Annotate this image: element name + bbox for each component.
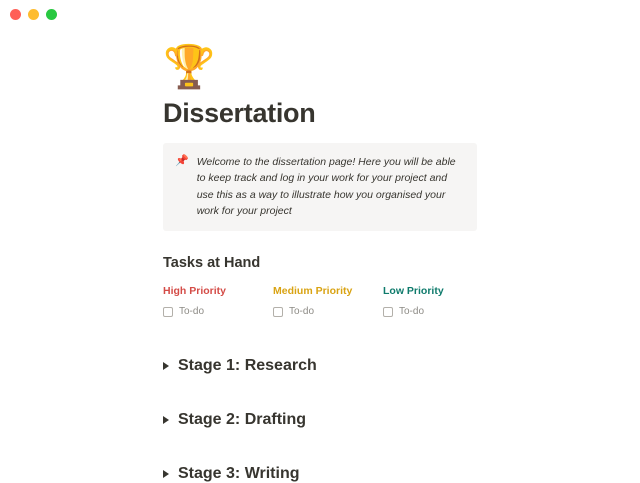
minimize-window-button[interactable] bbox=[28, 9, 39, 20]
window-titlebar bbox=[0, 0, 640, 28]
chevron-right-icon[interactable] bbox=[163, 470, 169, 478]
todo-item-medium[interactable] bbox=[273, 306, 383, 317]
checkbox-icon[interactable] bbox=[383, 307, 393, 317]
close-window-button[interactable] bbox=[10, 9, 21, 20]
column-medium-priority-label: Medium Priority bbox=[273, 285, 353, 298]
callout-text: Welcome to the dissertation page! Here you will be able to keep track and log in your work for your project and use this as a way to illustrate how you organised your work for your project bbox=[196, 156, 456, 217]
checkbox-icon[interactable] bbox=[273, 307, 283, 317]
toggle-stage-1-label[interactable]: Stage 1: Research bbox=[178, 357, 317, 375]
todo-item-low[interactable] bbox=[383, 306, 493, 317]
toggle-stage-3[interactable] bbox=[163, 465, 493, 483]
column-low-priority bbox=[383, 285, 493, 317]
toggle-stage-2-label[interactable]: Stage 2: Drafting bbox=[178, 411, 307, 429]
column-low-priority-label: Low Priority bbox=[383, 285, 444, 298]
traffic-light-controls bbox=[10, 9, 57, 20]
page-title[interactable]: Dissertation bbox=[163, 98, 316, 128]
toggle-stage-1[interactable] bbox=[163, 357, 493, 375]
todo-label-medium[interactable]: To-do bbox=[289, 306, 315, 318]
toggle-stage-3-label[interactable]: Stage 3: Writing bbox=[178, 465, 300, 483]
column-high-priority-label: High Priority bbox=[163, 285, 227, 298]
maximize-window-button[interactable] bbox=[46, 9, 57, 20]
tasks-heading[interactable]: Tasks at Hand bbox=[163, 255, 261, 272]
welcome-callout[interactable] bbox=[163, 143, 477, 231]
column-medium-priority bbox=[273, 285, 383, 317]
todo-item-high[interactable] bbox=[163, 306, 273, 317]
chevron-right-icon[interactable] bbox=[163, 362, 169, 370]
page-content bbox=[163, 43, 493, 483]
trophy-icon[interactable]: 🏆 bbox=[163, 43, 216, 90]
todo-label-high[interactable]: To-do bbox=[179, 306, 205, 318]
pushpin-icon: 📌 bbox=[175, 155, 189, 167]
todo-label-low[interactable]: To-do bbox=[399, 306, 425, 318]
chevron-right-icon[interactable] bbox=[163, 416, 169, 424]
toggle-stage-2[interactable] bbox=[163, 411, 493, 429]
page-scroll-area[interactable] bbox=[0, 43, 640, 483]
column-high-priority bbox=[163, 285, 273, 317]
checkbox-icon[interactable] bbox=[163, 307, 173, 317]
priority-columns bbox=[163, 285, 493, 317]
